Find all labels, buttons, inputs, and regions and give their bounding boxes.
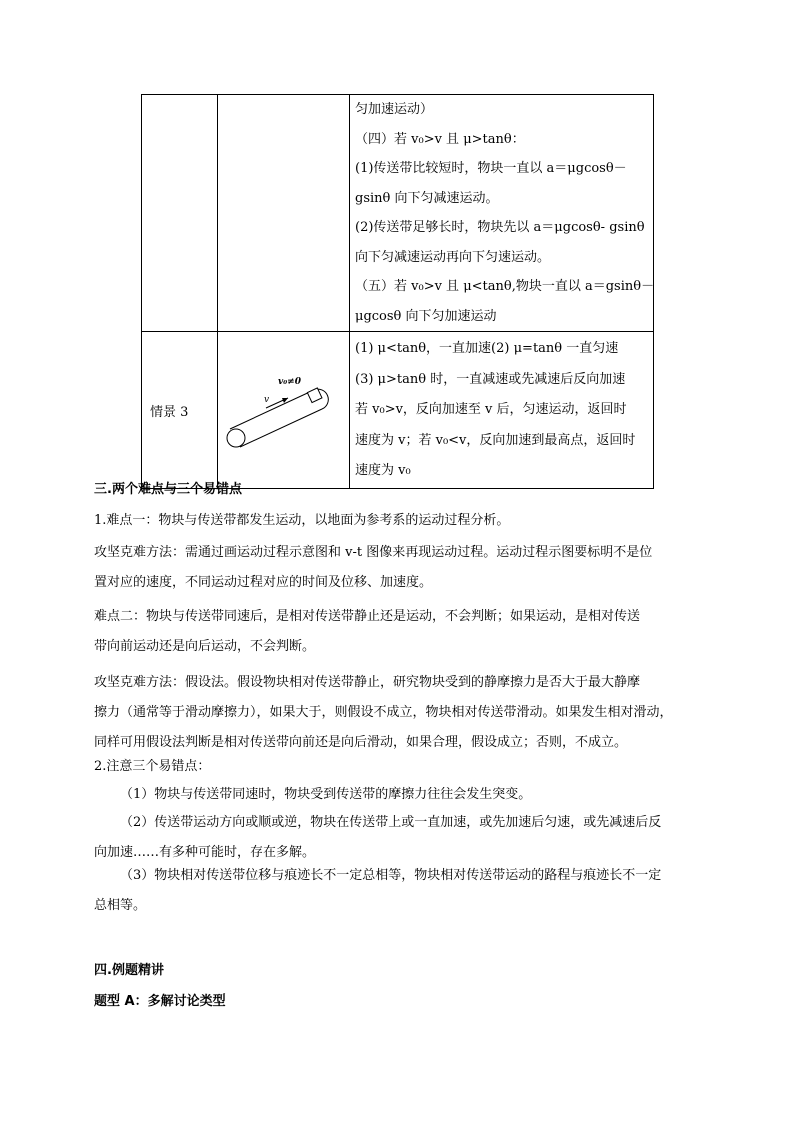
- text-line: 同样可用假设法判断是相对传送带向前还是向后滑动，如果合理，假设成立；否则，不成立。: [94, 735, 628, 750]
- scenario-label: 情景 3: [142, 332, 218, 489]
- paragraph: [94, 538, 704, 598]
- text-line: （四）若 v₀>v 且 μ>tanθ：: [355, 131, 525, 147]
- text-line: （3）物块相对传送带位移与痕迹长不一定总相等，物块相对传送带运动的路程与痕迹长不一定: [120, 868, 662, 883]
- paragraph: [94, 506, 704, 536]
- text-line: 匀加速运动）: [355, 102, 434, 117]
- text-line: gsinθ 向下匀减速运动。: [355, 190, 499, 206]
- text-line: 1.难点一：物块与传送带都发生运动，以地面为参考系的运动过程分析。: [94, 513, 510, 528]
- v0-label: v₀≠0: [278, 377, 301, 387]
- text-line: 总相等。: [94, 898, 147, 913]
- v-label: v: [264, 395, 270, 405]
- text-line: （五）若 v₀>v 且 μ<tanθ,物块一直以 a＝gsinθ－: [355, 279, 655, 294]
- inclined-conveyor-figure: [218, 333, 348, 483]
- paragraph: [94, 668, 704, 758]
- table-cell-empty: [142, 95, 218, 332]
- text-line: (1) μ<tanθ，一直加速(2) μ=tanθ 一直匀速: [355, 341, 619, 356]
- text-line: (2)传送带足够长时，物块先以 a＝μgcosθ- gsinθ: [355, 220, 645, 235]
- text-line: 带向前运动还是向后运动，不会判断。: [94, 639, 316, 654]
- paragraph: 2.注意三个易错点：: [94, 759, 211, 774]
- error-point-2: [94, 808, 704, 868]
- table-cell-text: [350, 332, 654, 489]
- table-row: [142, 332, 654, 489]
- text-line: 难点二：物块与传送带同速后，是相对传送带静止还是运动，不会判断；如果运动，是相对传送: [94, 609, 641, 624]
- text-line: (1)传送带比较短时，物块一直以 a＝μgcosθ－: [355, 161, 627, 176]
- table-row: [142, 95, 654, 332]
- text-line: 攻坚克难方法：假设法。假设物块相对传送带静止，研究物块受到的静摩擦力是否大于最大静摩: [94, 675, 641, 690]
- text-line: (3) μ>tanθ 时，一直减速或先减速后反向加速: [355, 371, 626, 387]
- scenario-figure-cell: [218, 332, 350, 489]
- section-heading: 三.两个难点与三个易错点: [94, 482, 242, 497]
- text-line: （2）传送带运动方向或顺或逆，物块在传送带上或一直加速，或先加速后匀速，或先减速后反: [120, 815, 662, 830]
- text-line: 向加速……有多种可能时，存在多解。: [94, 845, 316, 860]
- error-point-1: [120, 780, 710, 810]
- text-line: 置对应的速度，不同运动过程对应的时间及位移、加速度。: [94, 575, 433, 590]
- text-line: （1）物块与传送带同速时，物块受到传送带的摩擦力往往会发生突变。: [120, 787, 532, 802]
- text-line: 速度为 v₀: [355, 463, 411, 478]
- text-line: 攻坚克难方法：需通过画运动过程示意图和 v-t 图像来再现运动过程。运动过程示图要标明不是位: [94, 545, 653, 560]
- text-line: μgcosθ 向下匀加速运动: [355, 308, 497, 324]
- conveyor-table: [141, 94, 654, 489]
- error-point-3: [94, 861, 704, 921]
- table-cell-empty: [218, 95, 350, 332]
- section-heading: 四.例题精讲: [94, 963, 164, 978]
- text-line: 速度为 v；若 v₀<v，反向加速到最高点，返回时: [355, 432, 636, 448]
- text-line: 向下匀减速运动再向下匀速运动。: [355, 249, 551, 265]
- table-cell-text: [350, 95, 654, 332]
- text-line: 擦力（通常等于滑动摩擦力），如果大于，则假设不成立，物块相对传送带滑动。如果发生相对滑动，: [94, 705, 673, 720]
- subsection-heading: 题型 A：多解讨论类型: [94, 994, 226, 1009]
- paragraph: [94, 602, 704, 662]
- text-line: 若 v₀>v，反向加速至 v 后，匀速运动，返回时: [355, 402, 627, 417]
